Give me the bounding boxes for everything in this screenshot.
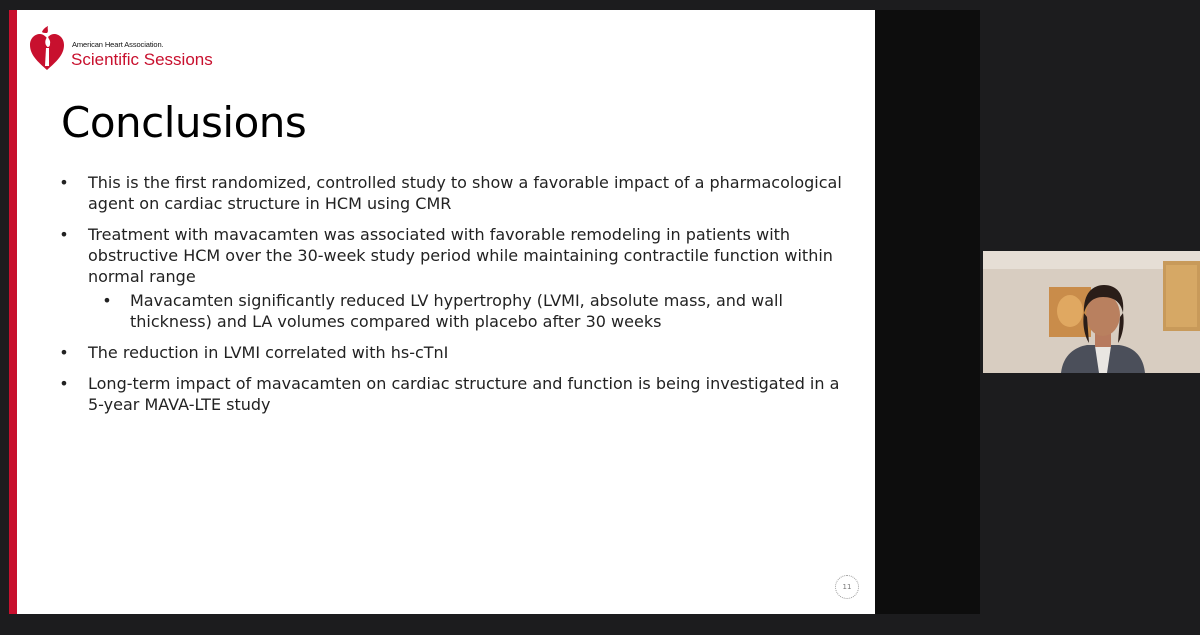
bullet-text: Treatment with mavacamten was associated with favorable remodeling in patients with obstructive HCM over the 30-week study period while maintaining contractile function within normal range [88,225,833,286]
aha-logo [28,26,268,74]
video-cabinet-door [1166,265,1197,327]
sub-bullet-list [88,290,847,332]
shared-slide [9,10,875,614]
bullet-text: The reduction in LVMI correlated with hs-cTnI [88,343,449,362]
organization-name: American Heart Association. [72,40,164,49]
bullet-item [57,373,847,415]
speaker-video-thumbnail[interactable] [983,251,1200,373]
slide-accent-bar [9,10,17,614]
bullet-marker: • [102,291,112,310]
bullet-item [57,224,847,332]
bullet-marker: • [59,173,69,192]
sub-bullet-item [88,290,847,332]
bullet-item [57,172,847,214]
video-painting-heart [1057,295,1083,327]
bullet-text: Long-term impact of mavacamten on cardiac structure and function is being investigated in a 5-year MAVA-LTE study [88,374,840,414]
bullet-marker: • [59,343,69,362]
event-name: Scientific Sessions [71,50,213,69]
bullet-marker: • [59,225,69,244]
heart-torch-icon [28,26,66,72]
bullet-item [57,342,847,363]
bullet-marker: • [59,374,69,393]
screen-gutter [875,10,980,614]
bullet-text: This is the first randomized, controlled study to show a favorable impact of a pharmacological agent on cardiac structure in HCM using CMR [88,173,842,213]
sub-bullet-text: Mavacamten significantly reduced LV hypertrophy (LVMI, absolute mass, and wall thickness) and LA volumes compared with placebo after 30 weeks [130,291,783,331]
bullet-list [57,172,847,425]
slide-page-number: 11 [835,575,859,599]
slide-title: Conclusions [61,98,307,147]
speaker-video-frame [983,251,1200,373]
